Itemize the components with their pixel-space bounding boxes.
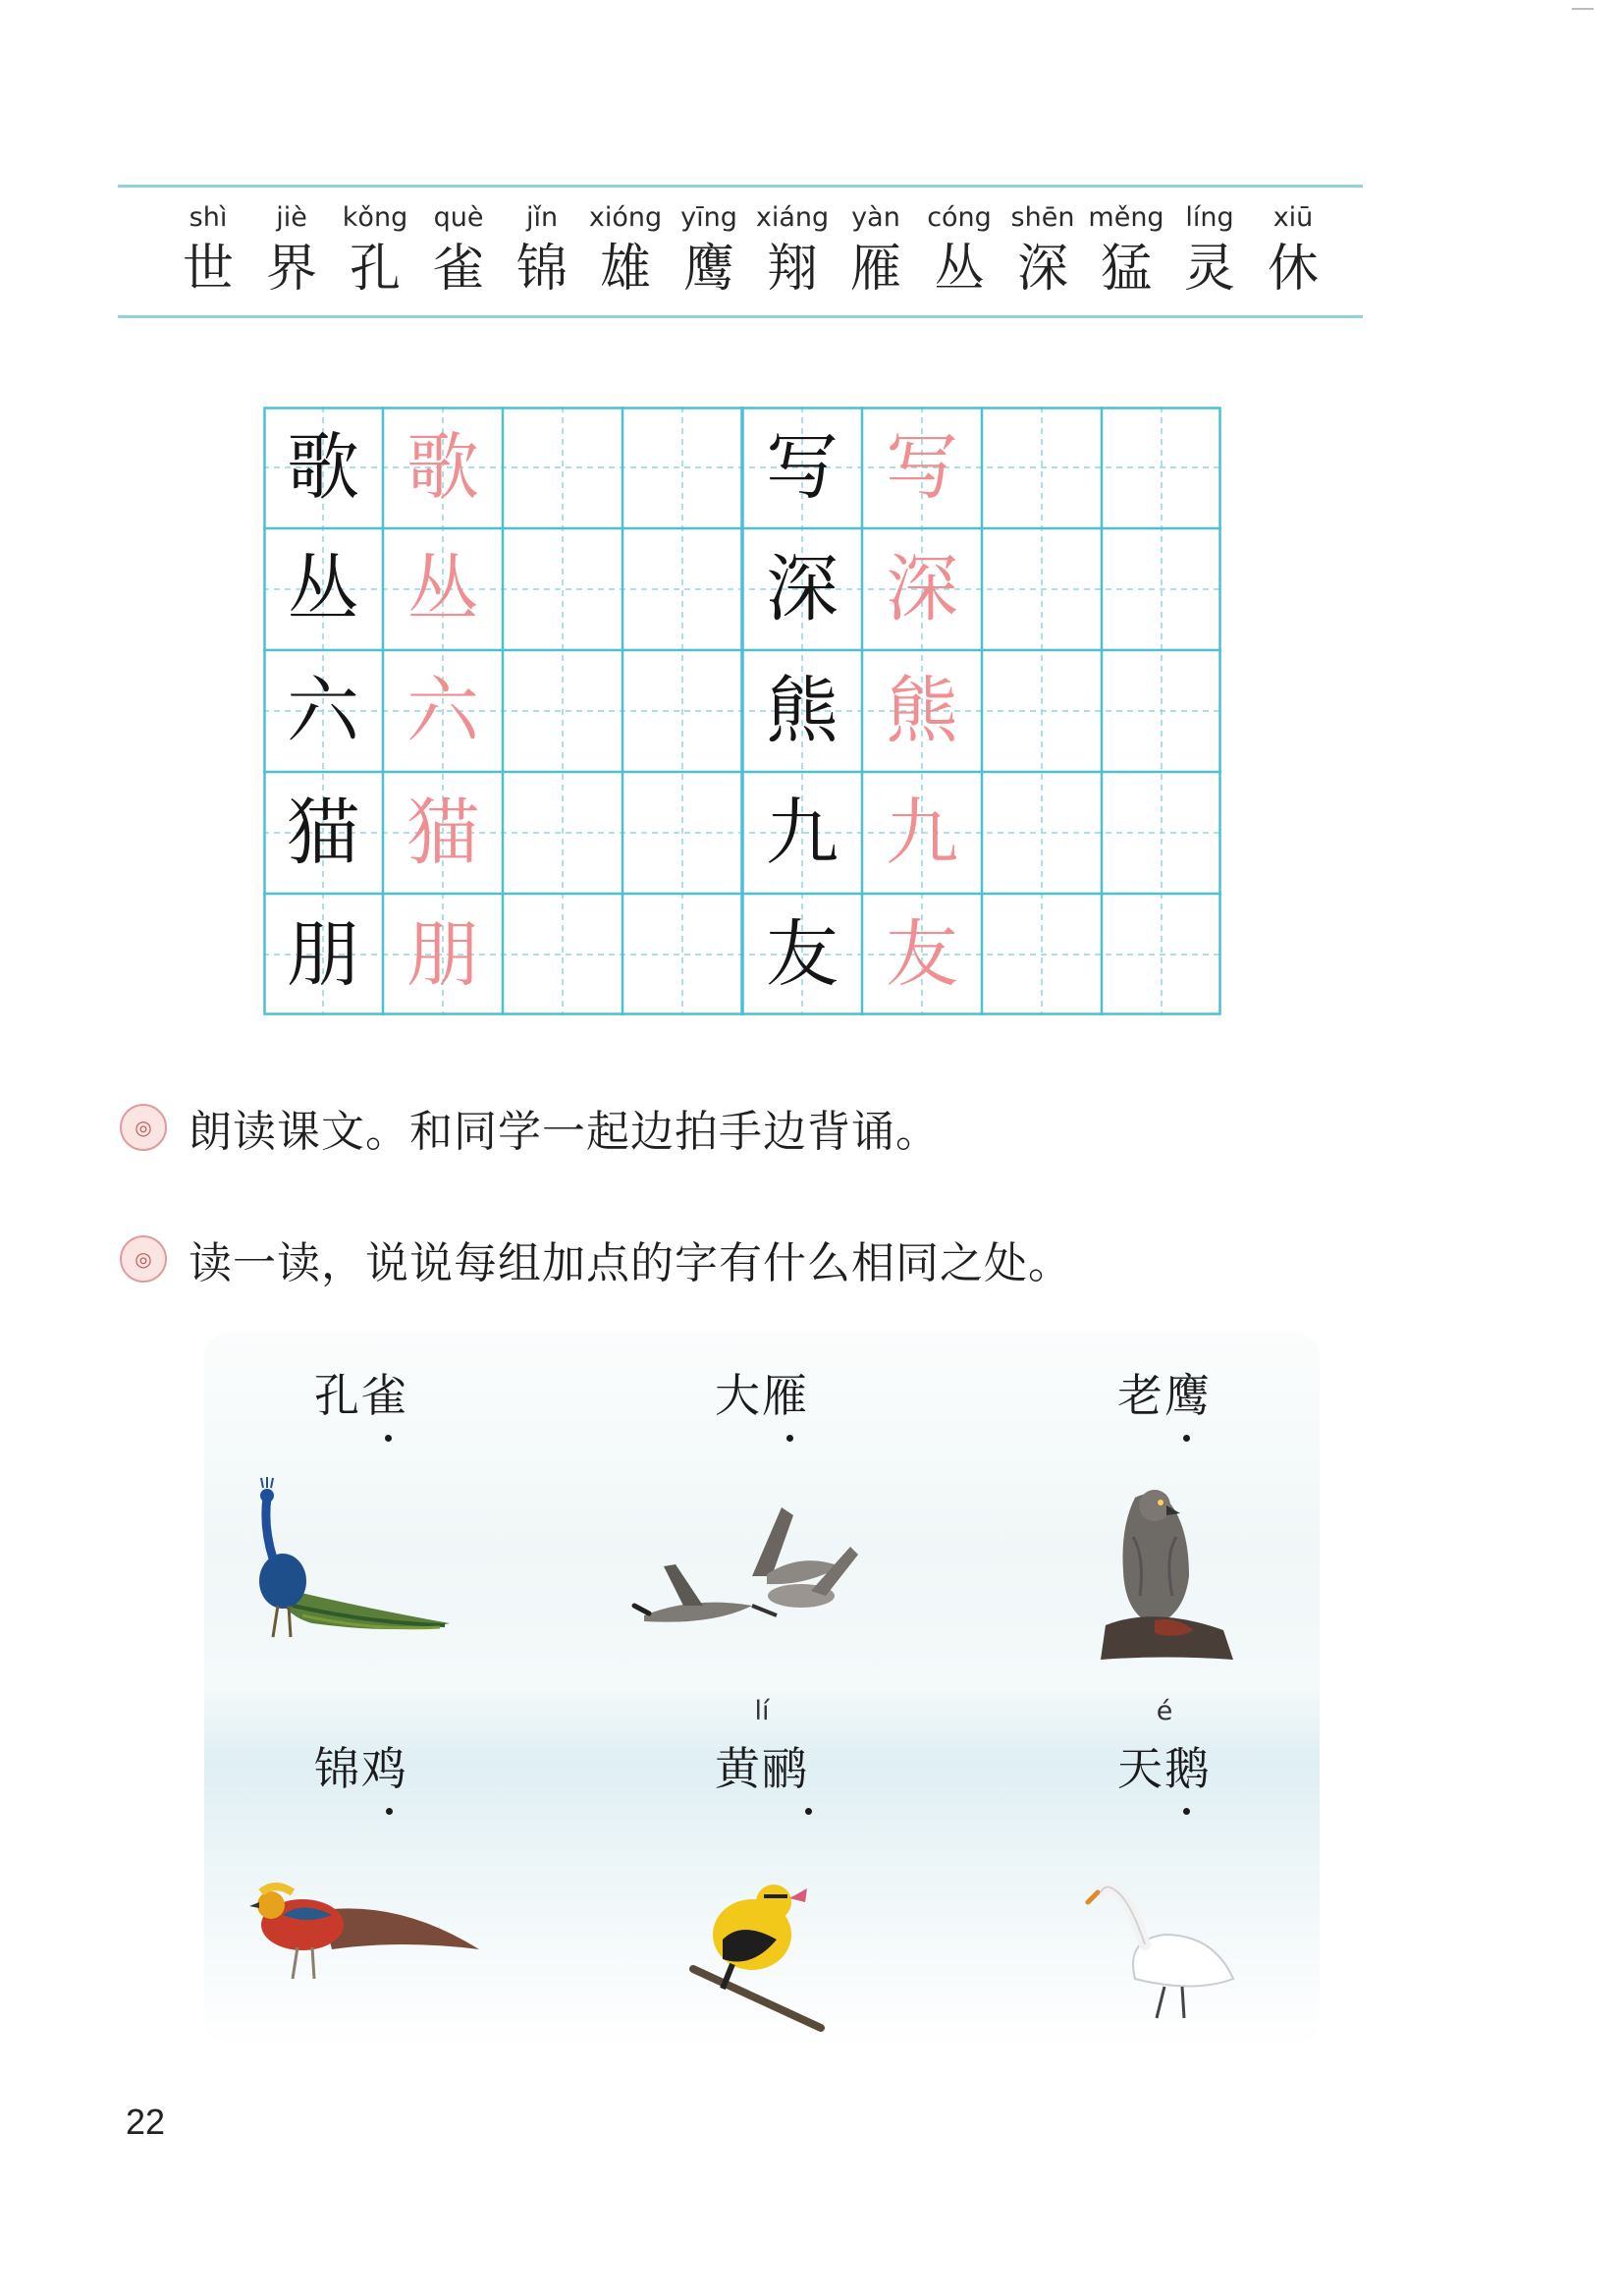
exercise-badge-icon: ◎ [120, 1104, 167, 1151]
page-number: 22 [126, 2102, 166, 2142]
vocab-pinyin: xiū [1272, 202, 1314, 233]
bird-pinyin: é [1156, 1696, 1173, 1726]
vocab-character: 丛 [933, 240, 985, 299]
bird-card-oriole [605, 1696, 919, 2057]
bird-name: 锦鸡 [314, 1742, 408, 1795]
emphasis-dot [1183, 1808, 1190, 1815]
grid-model-char: 友 [766, 912, 839, 997]
vocab-character: 锦 [515, 240, 568, 299]
swan-icon [1007, 1831, 1322, 2057]
grid-trace-char: 熊 [886, 669, 958, 753]
peacock-icon [204, 1458, 518, 1684]
emphasis-dot [1183, 1435, 1190, 1442]
grid-model-char: 写 [766, 425, 839, 510]
bird-card-eagle [1007, 1360, 1322, 1684]
corner-mark [1572, 8, 1594, 10]
grid-trace-char: 朋 [406, 912, 479, 997]
vocab-character: 孔 [349, 240, 401, 299]
grid-model-char: 深 [766, 547, 839, 631]
grid-model-char: 熊 [766, 669, 839, 753]
grid-trace-char: 歌 [406, 425, 479, 510]
vocab-character: 休 [1267, 240, 1319, 299]
vocab-bottom-rule [118, 315, 1363, 318]
eagle-icon [1007, 1458, 1322, 1684]
grid-model-char: 九 [766, 791, 839, 875]
instruction-read-aloud [120, 1098, 940, 1157]
bird-name: 黄鹂 [715, 1742, 809, 1795]
emphasis-dot [386, 1808, 393, 1815]
grid-trace-char: 深 [886, 547, 958, 631]
vocab-pinyin: yàn [851, 202, 900, 233]
vocabulary-band [118, 185, 1363, 320]
vocab-top-rule [118, 185, 1363, 188]
vocab-character: 猛 [1100, 240, 1152, 299]
grid-trace-char: 九 [886, 791, 958, 875]
grid-model-char: 丛 [287, 547, 359, 631]
vocab-character: 雄 [599, 240, 651, 299]
bird-card-peacock [204, 1360, 518, 1684]
vocab-pinyin: yīng [680, 202, 737, 233]
golden-pheasant-icon [204, 1831, 518, 2057]
emphasis-dot [805, 1808, 812, 1815]
bird-name: 孔雀 [314, 1369, 408, 1422]
grid-model-char: 歌 [287, 425, 359, 510]
vocab-pinyin: què [433, 202, 484, 233]
bird-card-wild-geese [605, 1360, 919, 1684]
vocab-character: 鹰 [682, 240, 734, 299]
emphasis-dot [385, 1435, 392, 1442]
bird-name: 大雁 [715, 1369, 809, 1422]
vocab-item [1252, 202, 1334, 310]
grid-trace-char: 写 [886, 425, 958, 510]
vocab-pinyin: jǐn [525, 202, 559, 233]
vocab-pinyin: cóng [927, 202, 992, 233]
vocab-pinyin: líng [1185, 202, 1234, 233]
vocab-pinyin: kǒng [342, 202, 408, 233]
geese-icon [605, 1458, 919, 1684]
vocab-character: 雀 [432, 240, 484, 299]
bird-card-golden-pheasant [204, 1733, 518, 2057]
bird-name: 天鹅 [1117, 1742, 1212, 1795]
grid-model-char: 猫 [287, 791, 359, 875]
vocab-character: 深 [1016, 240, 1068, 299]
vocab-pinyin: xióng [588, 202, 663, 233]
vocab-pinyin: jiè [276, 202, 307, 233]
vocab-pinyin: shēn [1010, 202, 1075, 233]
instruction-text: 读一读，说说每组加点的字有什么相同之处。 [189, 1238, 1072, 1288]
vocab-pinyin: shì [189, 202, 228, 233]
instruction-compare-characters [120, 1230, 1072, 1288]
bird-card-swan [1007, 1696, 1322, 2057]
vocab-pinyin: měng [1088, 202, 1164, 233]
grid-trace-char: 友 [886, 912, 958, 997]
grid-trace-char: 猫 [406, 791, 479, 875]
vocab-pinyin: xiáng [755, 202, 830, 233]
writing-grid [263, 407, 1221, 1015]
grid-trace-char: 丛 [406, 547, 479, 631]
bird-pinyin: lí [754, 1696, 770, 1726]
birds-panel [204, 1331, 1320, 2048]
grid-model-char: 六 [287, 669, 359, 753]
oriole-icon [605, 1831, 919, 2057]
grid-model-char: 朋 [287, 912, 359, 997]
vocab-character: 翔 [766, 240, 818, 299]
vocab-character: 界 [265, 240, 317, 299]
emphasis-dot [786, 1435, 793, 1442]
vocab-character: 雁 [849, 240, 901, 299]
instruction-text: 朗读课文。和同学一起边拍手边背诵。 [189, 1107, 940, 1157]
grid-trace-char: 六 [406, 669, 479, 753]
vocab-character: 世 [182, 240, 234, 299]
exercise-badge-icon: ◎ [120, 1235, 167, 1283]
vocab-character: 灵 [1183, 240, 1235, 299]
bird-name: 老鹰 [1117, 1369, 1212, 1422]
